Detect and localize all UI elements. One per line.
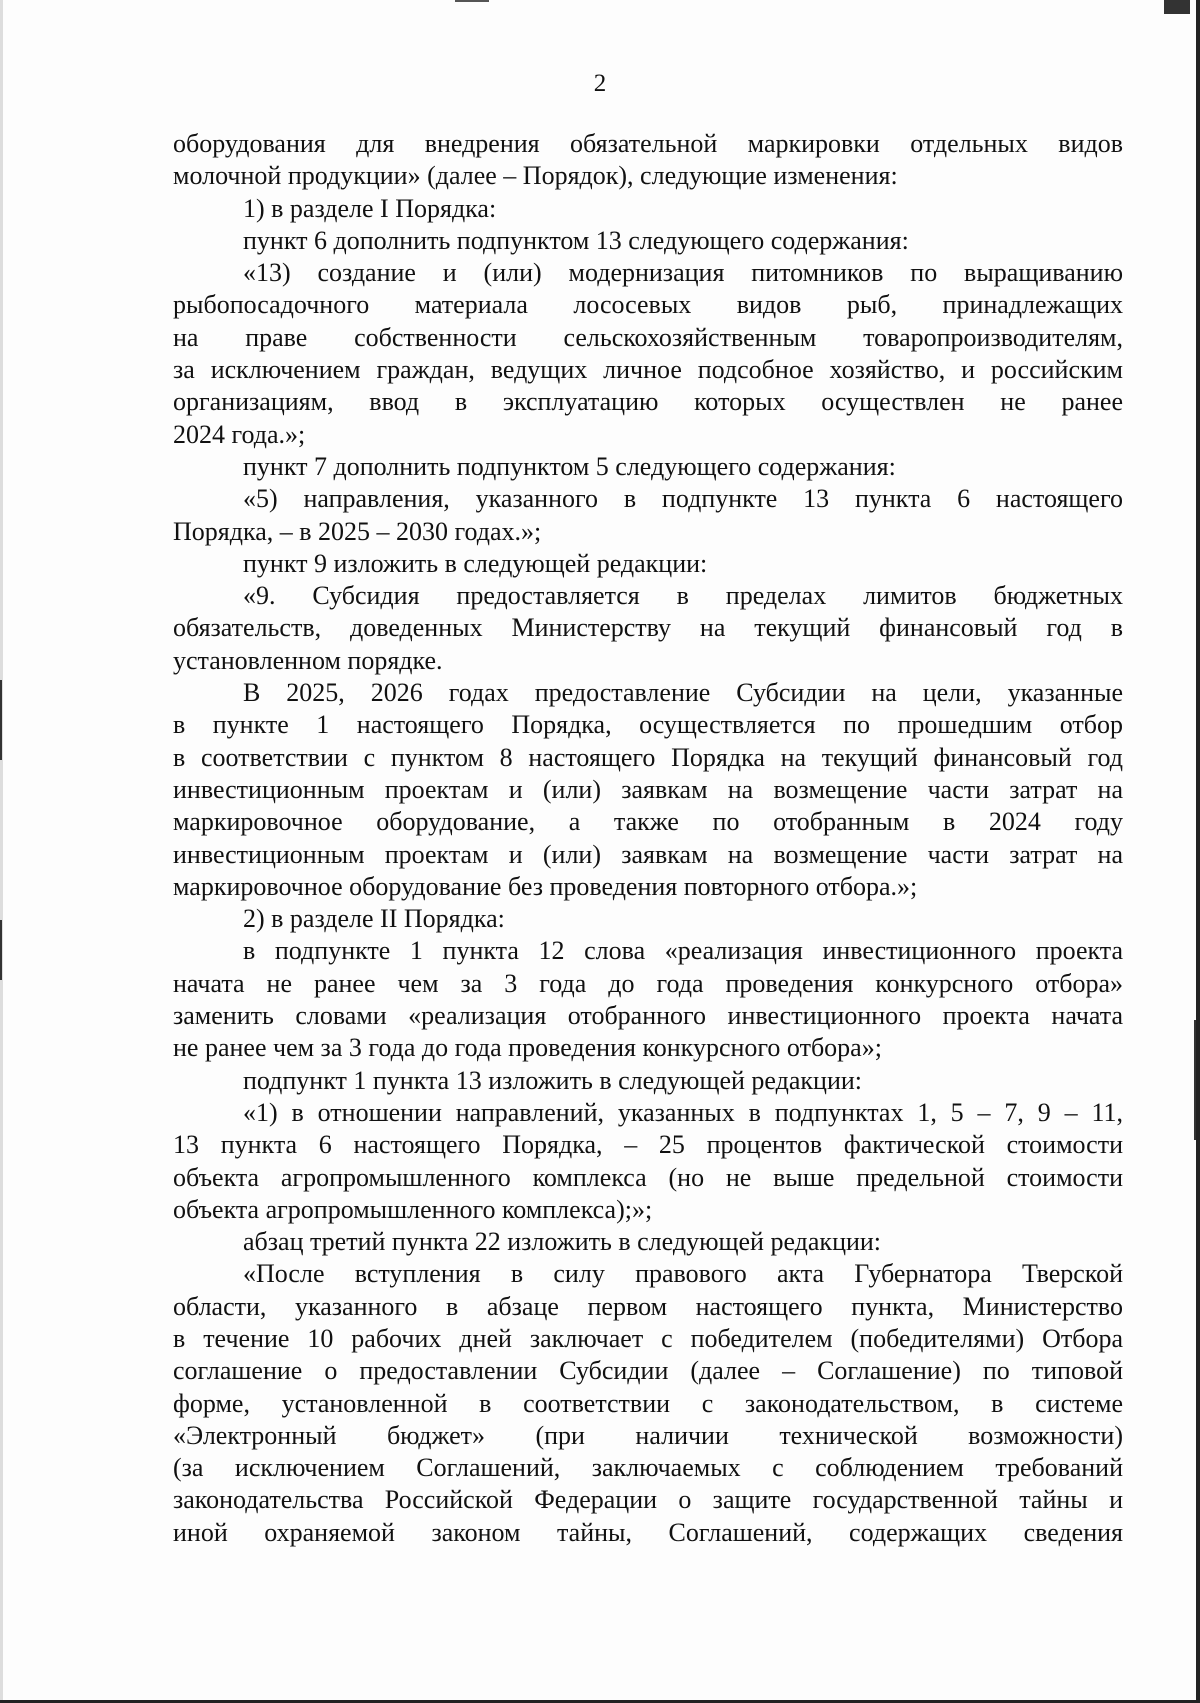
text-line: 1) в разделе I Порядка: bbox=[243, 193, 497, 223]
page-number: 2 bbox=[593, 70, 607, 97]
paragraph bbox=[173, 677, 1123, 903]
text-line: организациям, ввод в эксплуатацию которых осуществлен не ранее bbox=[173, 387, 1123, 417]
paragraph bbox=[173, 935, 1123, 1064]
scan-edge-mark bbox=[1196, 0, 1200, 1703]
text-line: области, указанного в абзаце первом настоящего пункта, Министерство bbox=[173, 1291, 1123, 1321]
text-line: абзац третий пункта 22 изложить в следующей редакции: bbox=[243, 1227, 882, 1257]
text-line: маркировочное оборудование без проведения повторного отбора.»; bbox=[173, 871, 918, 901]
scan-edge-mark bbox=[455, 0, 489, 2]
paragraph bbox=[173, 257, 1123, 451]
paragraph bbox=[173, 1065, 1123, 1097]
text-line: инвестиционным проектам и (или) заявкам на возмещение части затрат на bbox=[173, 774, 1123, 804]
text-line: пункт 6 дополнить подпунктом 13 следующего содержания: bbox=[243, 225, 909, 255]
text-line: пункт 7 дополнить подпунктом 5 следующего содержания: bbox=[243, 451, 896, 481]
paragraph bbox=[173, 548, 1123, 580]
text-line: «5) направления, указанного в подпункте 13 пункта 6 настоящего bbox=[243, 484, 1123, 514]
text-line: объекта агропромышленного комплекса (но не выше предельной стоимости bbox=[173, 1162, 1123, 1192]
paragraph bbox=[173, 225, 1123, 257]
scan-edge-mark bbox=[0, 680, 2, 760]
text-line: «13) создание и (или) модернизация питомников по выращиванию bbox=[243, 258, 1123, 288]
text-line: соглашение о предоставлении Субсидии (далее – Соглашение) по типовой bbox=[173, 1356, 1123, 1386]
text-line: иной охраняемой законом тайны, Соглашений, содержащих сведения bbox=[173, 1517, 1123, 1547]
paragraph bbox=[173, 483, 1123, 548]
text-line: (за исключением Соглашений, заключаемых с соблюдением требований bbox=[173, 1453, 1123, 1483]
text-line: «После вступления в силу правового акта Губернатора Тверской bbox=[243, 1259, 1123, 1289]
text-line: В 2025, 2026 годах предоставление Субсидии на цели, указанные bbox=[243, 678, 1123, 708]
paragraph bbox=[173, 1097, 1123, 1226]
text-line: 13 пункта 6 настоящего Порядка, – 25 процентов фактической стоимости bbox=[173, 1130, 1123, 1160]
text-line: форме, установленной в соответствии с законодательством, в системе bbox=[173, 1388, 1123, 1418]
text-line: объекта агропромышленного комплекса);»; bbox=[173, 1194, 653, 1224]
paragraph bbox=[173, 1258, 1123, 1549]
document-body bbox=[173, 128, 1123, 1549]
text-line: «1) в отношении направлений, указанных в подпунктах 1, 5 – 7, 9 – 11, bbox=[243, 1097, 1123, 1127]
text-line: «Электронный бюджет» (при наличии технической возможности) bbox=[173, 1420, 1123, 1450]
text-line: маркировочное оборудование, а также по отобранным в 2024 году bbox=[173, 807, 1123, 837]
paragraph bbox=[173, 1226, 1123, 1258]
paragraph bbox=[173, 128, 1123, 193]
scan-edge-mark bbox=[1194, 1020, 1196, 1140]
scan-edge-mark bbox=[0, 920, 2, 980]
text-line: пункт 9 изложить в следующей редакции: bbox=[243, 548, 708, 578]
text-line: не ранее чем за 3 года до года проведения конкурсного отбора»; bbox=[173, 1033, 882, 1063]
scan-edge-mark bbox=[0, 0, 3, 1703]
paragraph bbox=[173, 193, 1123, 225]
text-line: инвестиционным проектам и (или) заявкам на возмещение части затрат на bbox=[173, 839, 1123, 869]
text-line: за исключением граждан, ведущих личное подсобное хозяйство, и российским bbox=[173, 355, 1123, 385]
text-line: законодательства Российской Федерации о защите государственной тайны и bbox=[173, 1485, 1123, 1515]
paragraph bbox=[173, 451, 1123, 483]
text-line: рыбопосадочного материала лососевых видов рыб, принадлежащих bbox=[173, 290, 1123, 320]
text-line: установленном порядке. bbox=[173, 645, 443, 675]
text-line: обязательств, доведенных Министерству на текущий финансовый год в bbox=[173, 613, 1123, 643]
text-line: «9. Субсидия предоставляется в пределах лимитов бюджетных bbox=[243, 581, 1123, 611]
text-line: 2) в разделе II Порядка: bbox=[243, 904, 505, 934]
text-line: Порядка, – в 2025 – 2030 годах.»; bbox=[173, 516, 542, 546]
text-line: на праве собственности сельскохозяйственным товаропроизводителям, bbox=[173, 322, 1123, 352]
text-line: подпункт 1 пункта 13 изложить в следующей редакции: bbox=[243, 1065, 862, 1095]
text-line: в подпункте 1 пункта 12 слова «реализация инвестиционного проекта bbox=[243, 936, 1123, 966]
paragraph bbox=[173, 580, 1123, 677]
scan-edge-mark bbox=[1164, 0, 1190, 14]
text-line: начата не ранее чем за 3 года до года проведения конкурсного отбора» bbox=[173, 968, 1123, 998]
text-line: в пункте 1 настоящего Порядка, осуществляется по прошедшим отбор bbox=[173, 710, 1123, 740]
text-line: заменить словами «реализация отобранного инвестиционного проекта начата bbox=[173, 1001, 1123, 1031]
paragraph bbox=[173, 903, 1123, 935]
text-line: оборудования для внедрения обязательной маркировки отдельных видов bbox=[173, 129, 1123, 158]
text-line: молочной продукции» (далее – Порядок), следующие изменения: bbox=[173, 161, 898, 191]
text-line: в течение 10 рабочих дней заключает с победителем (победителями) Отбора bbox=[173, 1323, 1123, 1353]
text-line: в соответствии с пунктом 8 настоящего Порядка на текущий финансовый год bbox=[173, 742, 1123, 772]
text-line: 2024 года.»; bbox=[173, 419, 306, 449]
